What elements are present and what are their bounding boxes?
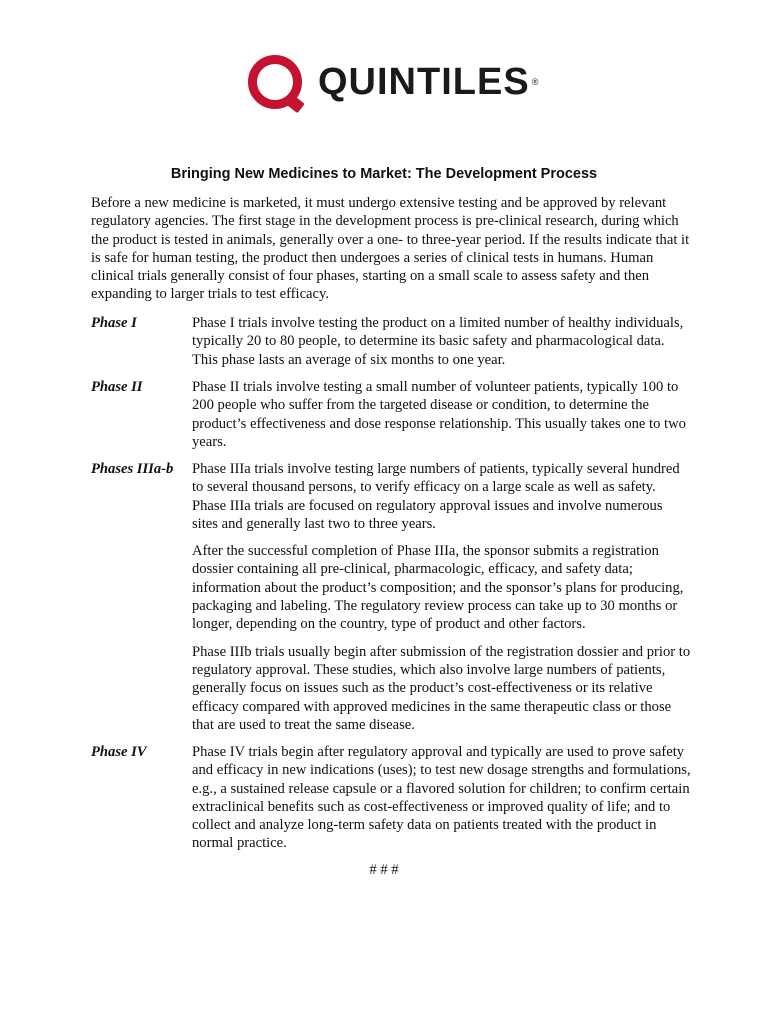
registered-mark: ®: [531, 77, 539, 87]
phase-section-1: [91, 314, 691, 378]
phase-paragraph: Phase IIIa trials involve testing large numbers of patients, typically several hundred to several thousand persons, to verify efficacy on a large scale as well as safety. Phase IIIa trials are focused on regulatory approval issues and involve numerous sites and generally last two to three years.: [192, 461, 680, 532]
phase-label: Phase IV: [91, 744, 147, 760]
logo-wordmark: QUINTILES: [318, 60, 530, 103]
phase-body: [192, 378, 691, 460]
document-title: Bringing New Medicines to Market: The Development Process: [170, 166, 598, 182]
phase-paragraph: After the successful completion of Phase IIIa, the sponsor submits a registration dossier containing all pre-clinical, pharmacologic, efficacy, and safety data; information about the product’s composition; and the sponsor’s plans for producing, packaging and labeling. The regulatory review process can take up to 30 months or longer, depending on the country, type of product and other factors.: [192, 543, 684, 633]
phase-body: [192, 314, 691, 378]
phase-section-2: [91, 378, 691, 460]
phase-body: [192, 460, 691, 743]
phase-section-4: [91, 743, 691, 862]
end-mark: # # #: [369, 862, 399, 878]
phase-paragraph: Phase II trials involve testing a small number of volunteer patients, typically 100 to 200 people who suffer from the targeted disease or condition, to determine the product’s effectiveness and dose response relationship. This usually takes one to two years.: [192, 379, 686, 450]
phase-paragraph: Phase I trials involve testing the product on a limited number of healthy individuals, typically 20 to 80 people, to determine its basic safety and pharmacological data. This phase lasts an average of six months to one year.: [192, 315, 684, 368]
quintiles-ring-logo-icon: [248, 55, 302, 109]
phase-section-3: [91, 460, 691, 743]
phase-label: Phases IIIa-b: [91, 461, 174, 477]
company-logo: [248, 55, 538, 109]
phase-body: [192, 743, 691, 862]
intro-paragraph: Before a new medicine is marketed, it must undergo extensive testing and be approved by relevant regulatory agencies. The first stage in the development process is pre-clinical research, during which the product is tested in animals, generally over a one- to three-year period. If the results indicate that it is safe for human testing, the product then undergoes a series of clinical tests in humans. Human clinical trials generally consist of four phases, starting on a small scale to assess safety and then expanding to larger trials to test efficacy.: [91, 195, 690, 303]
phase-paragraph: Phase IIIb trials usually begin after submission of the registration dossier and prior to regulatory approval. These studies, which also involve large numbers of patients, generally focus on issues such as the product’s cost-effectiveness or its relative efficacy compared with approved medicines in the same therapeutic class or those that are used to treat the same disease.: [192, 643, 691, 733]
phase-label: Phase II: [91, 379, 143, 395]
phase-paragraph: Phase IV trials begin after regulatory approval and typically are used to prove safety and efficacy in new indications (uses); to test new dosage strengths and formulations, e.g., a sustained release capsule or a flavored solution for children; to confirm certain extraclinical benefits such as cost-effectiveness or improved quality of life; and to collect and analyze long-term safety data on patients treated with the product in normal practice.: [192, 744, 691, 852]
phase-label: Phase I: [91, 315, 137, 331]
